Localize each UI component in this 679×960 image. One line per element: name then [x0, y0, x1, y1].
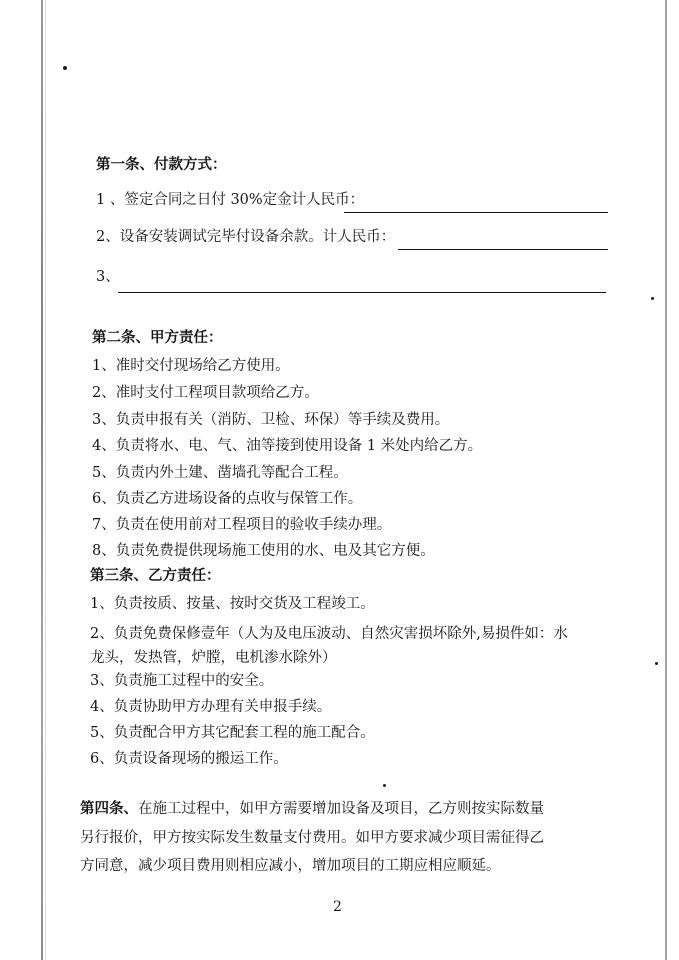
- section1-item-1: 1 、签定合同之日付 30%定金计人民币：: [96, 192, 365, 208]
- section3-heading: 第三条、乙方责任：: [90, 567, 221, 584]
- section3-item: 1、负责按质、按量、按时交货及工程竣工。: [90, 596, 375, 612]
- section2-item: 8、负责免费提供现场施工使用的水、电及其它方便。: [92, 543, 435, 559]
- section2-item: 2、准时支付工程项目款项给乙方。: [92, 385, 319, 401]
- section4-line-2: 另行报价，甲方按实际发生数量支付费用。如甲方要求减少项目需征得乙: [80, 830, 544, 846]
- section2-item: 6、负责乙方进场设备的点收与保管工作。: [92, 491, 363, 507]
- section3-item: 2、负责免费保修壹年（人为及电压波动、自然灾害损坏除外,易损件如：水: [90, 626, 568, 642]
- fill-in-blank-balance[interactable]: [398, 249, 608, 250]
- page-number: 2: [333, 899, 342, 915]
- section3-item: 4、负责协助甲方办理有关申报手续。: [90, 699, 332, 715]
- scan-speck: [655, 662, 658, 665]
- section4-heading: 第四条、: [80, 800, 138, 817]
- section2-heading: 第二条、甲方责任：: [92, 329, 223, 346]
- section4-text: 在施工过程中，如甲方需要增加设备及项目，乙方则按实际数量: [138, 801, 544, 817]
- section2-item: 5、负责内外土建、凿墙孔等配合工程。: [92, 465, 348, 481]
- section2-item: 1、准时交付现场给乙方使用。: [92, 358, 290, 374]
- section4-line-1: [80, 800, 544, 818]
- section1-heading: 第一条、付款方式：: [96, 156, 227, 173]
- scan-binding-edge-inner: [45, 0, 46, 960]
- section1-item-3: 3、: [96, 269, 120, 285]
- section2-item: 4、负责将水、电、气、油等接到使用设备 1 米处内给乙方。: [92, 438, 483, 454]
- scan-binding-edge: [41, 0, 43, 960]
- section3-item: 3、负责施工过程中的安全。: [90, 673, 274, 689]
- section3-item: 5、负责配合甲方其它配套工程的施工配合。: [90, 725, 375, 741]
- scan-speck: [651, 297, 654, 300]
- section1-item-2: 2、设备安装调试完毕付设备余款。计人民币：: [96, 229, 396, 245]
- scan-right-edge: [665, 0, 667, 960]
- section4-line-3: 方同意，减少项目费用则相应减小，增加项目的工期应相应顺延。: [80, 858, 501, 874]
- fill-in-blank-deposit[interactable]: [344, 212, 608, 213]
- fill-in-blank-other[interactable]: [118, 292, 606, 293]
- section3-item: 6、负责设备现场的搬运工作。: [90, 751, 288, 767]
- section3-item-continued: 龙头，发热管，炉膛，电机渗水除外）: [90, 650, 337, 666]
- scan-speck: [383, 784, 386, 787]
- section2-item: 7、负责在使用前对工程项目的验收手续办理。: [92, 517, 392, 533]
- scan-speck: [63, 66, 67, 70]
- section2-item: 3、负责申报有关（消防、卫检、环保）等手续及费用。: [92, 412, 450, 428]
